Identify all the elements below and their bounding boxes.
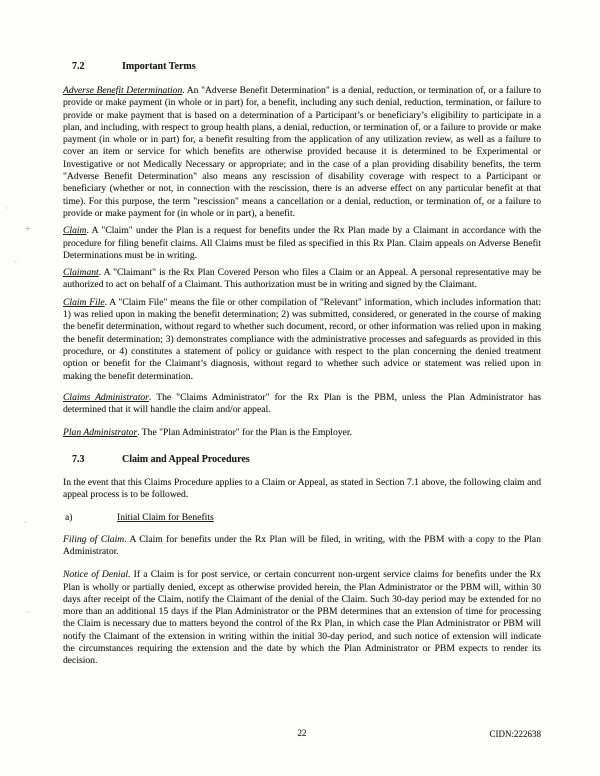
term-paragraph-claim <box>63 225 541 262</box>
section-intro-paragraph: In the event that this Claims Procedure applies to a Claim or Appeal, as stated in Section 7.1 above, the following claim and appeal process is to be followed. <box>63 476 541 501</box>
section-heading-7-2 <box>72 61 541 73</box>
procedure-paragraph-notice-of-denial <box>63 569 541 667</box>
section-heading-7-3 <box>72 454 541 466</box>
term-text: . A "Claimant" is the Rx Plan Covered Person who files a Claim or an Appeal. A personal representative may be authorized to act on behalf of a Claimant. This authorization must be in writing and signed by the Claimant. <box>63 267 541 291</box>
page-number: 22 <box>297 728 307 738</box>
term-lead: Plan Administrator <box>63 427 138 439</box>
document-id: CIDN:222638 <box>489 729 541 739</box>
section-title: Important Terms <box>122 61 196 72</box>
term-text: . A "Claim" under the Plan is a request for benefits under the Rx Plan made by a Claimant in accordance with the procedure for filing benefit claims. All Claims must be filed as specified in this Rx Plan. Claim appeals on Adverse Benefit Determinations must be in writing. <box>63 225 541 261</box>
list-item-a <box>65 512 541 524</box>
scan-artifact-speck <box>6 207 9 209</box>
term-paragraph-claim-file <box>63 297 541 383</box>
section-number: 7.2 <box>72 61 85 72</box>
procedure-lead: Notice of Denial <box>63 569 129 581</box>
procedure-text: . If a Claim is for post service, or certain concurrent non-urgent service claims for benefits under the Rx Plan is wholly or partially denied, except as otherwise provided herein, the Plan Administrator or the PBM will, within 30 days after receipt of the Claim, notify the Claimant of the denial of the Claim. Such 30-day period may be extended for no more than an additional 15 days if the Plan Administrator or the PBM determines that an extension of time for processing the Claim is necessary due to matters beyond the control of the Rx Plan, in which case the Plan Administrator or PBM will notify the Claimant of the extension in writing within the initial 30-day period, and such notice of extension will indicate the circumstances requiring the extension and the date by which the Plan Administrator or PBM expects to render its decision. <box>63 569 541 667</box>
term-paragraph-claims-administrator <box>63 392 541 417</box>
scan-artifact-speck <box>26 611 29 613</box>
page-content <box>63 61 541 673</box>
scan-artifact-speck <box>24 521 27 523</box>
term-paragraph-adverse-benefit-determination <box>63 85 541 220</box>
term-lead: Claimant <box>63 267 99 279</box>
scan-artifact-cross: + <box>25 224 31 235</box>
term-paragraph-claimant <box>63 267 541 292</box>
term-lead: Claims Administrator <box>63 391 149 403</box>
list-item-label: a) <box>65 512 73 524</box>
procedure-lead: Filing of Claim <box>63 533 125 545</box>
term-text: . A "Claim File" means the file or other compilation of "Relevant" information, which includes information that: 1) was relied upon in making the benefit determination; 2) was submitted, considered, or generated in the course of making the benefit determination, without regard to whether such document, record, or other information was relied upon in making the benefit determination; 3) demonstrates compliance with the administrative processes and safeguards as provided in this procedure, or 4) constitutes a statement of policy or guidance with respect to the plan concerning the denied treatment option or benefit for the Claimant’s diagnosis, without regard to whether such advice or statement was relied upon in making the benefit determination. <box>63 296 541 382</box>
term-text: . An "Adverse Benefit Determination" is a denial, reduction, or termination of, or a failure to provide or make payment (in whole or in part) for, a benefit, including any such denial, reduction, termination, or failure to provide or make payment that is based on a determination of a Participant’s or beneficiary’s eligibility to participate in a plan, and including, with respect to group health plans, a denial, reduction, or termination of, or a failure to provide or make payment (in whole or in part) for, a benefit resulting from the application of any utilization review, as well as a failure to cover an item or service for which benefits are otherwise provided because it is determined to be Experimental or Investigative or not Medically Necessary or appropriate; and in the case of a plan providing disability benefits, the term "Adverse Benefit Determination" also means any rescission of disability coverage with respect to a Participant or beneficiary (whether or not, in connection with the rescission, there is an adverse effect on any particular benefit at that time). For this purpose, the term "rescission" means a cancellation or a denial, reduction, or termination of, or a failure to provide or make payment for (in whole or in part), a benefit. <box>63 85 542 219</box>
term-lead: Adverse Benefit Determination <box>63 85 183 96</box>
procedure-paragraph-filing-of-claim <box>63 534 541 559</box>
term-text: . The "Claims Administrator" for the Rx Plan is the PBM, unless the Plan Administrator has determined that it will handle the claim and/or appeal. <box>63 391 541 416</box>
section-number: 7.3 <box>72 453 85 465</box>
term-text: . The "Plan Administrator" for the Plan is the Employer. <box>137 427 352 439</box>
term-paragraph-plan-administrator <box>63 427 541 439</box>
list-item-title: Initial Claim for Benefits <box>117 512 214 524</box>
scan-artifact-speck <box>14 261 17 263</box>
procedure-text: . A Claim for benefits under the Rx Plan will be filed, in writing, with the PBM with a copy to the Plan Administrator. <box>63 533 541 557</box>
section-title: Claim and Appeal Procedures <box>122 453 250 465</box>
term-lead: Claim <box>63 225 87 237</box>
term-lead: Claim File <box>63 296 105 308</box>
